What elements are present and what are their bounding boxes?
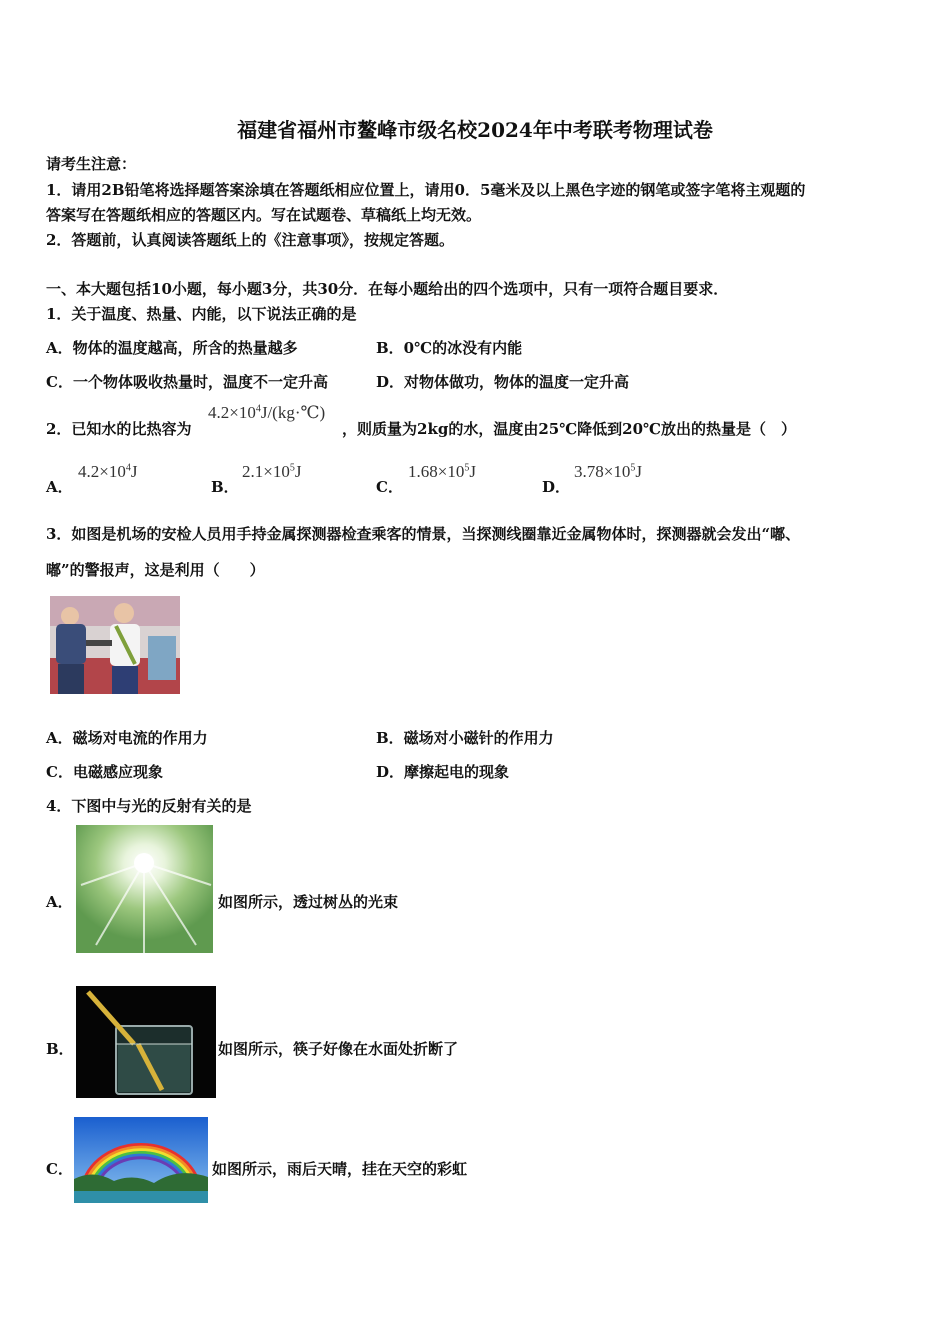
rainbow-photo: [74, 1117, 208, 1203]
q2-option-c-unit: J: [469, 462, 476, 481]
q2-option-a-exp: 4: [125, 462, 131, 474]
q2-option-c-value: [408, 462, 476, 482]
page-title: 福建省福州市鳌峰市级名校2024年中考联考物理试卷: [237, 118, 713, 142]
q2-option-b-exp: 5: [289, 462, 295, 474]
q4-option-c-text: 如图所示，雨后天晴，挂在天空的彩虹: [212, 1160, 468, 1178]
airport-security-photo: [50, 596, 180, 694]
q4-option-c-label: C．: [46, 1160, 73, 1178]
q2-option-c-exp: 5: [464, 462, 470, 474]
q2-option-c-label: C．: [376, 478, 403, 496]
q2-option-d-unit: J: [635, 462, 642, 481]
q4-option-a-label: A．: [46, 893, 73, 911]
q2-option-d-value: [574, 462, 642, 482]
notice-item-2: 2．答题前，认真阅读答题纸上的《注意事项》，按规定答题。: [46, 231, 454, 249]
chopstick-in-water-photo: [76, 986, 216, 1098]
q2-option-b-unit: J: [294, 462, 302, 481]
q2-specific-heat-unit: J/(kg·℃): [260, 403, 326, 422]
q2-option-d-label: D．: [542, 478, 571, 496]
q3-stem-line-1: 3．如图是机场的安检人员用手持金属探测器检查乘客的情景，当探测线圈靠近金属物体时，探测器就会发出“嘟、: [46, 525, 801, 543]
notice-item-1-line-2: 答案写在答题纸相应的答题区内。写在试题卷、草稿纸上均无效。: [46, 206, 482, 224]
q2-specific-heat-exp: 4: [255, 403, 261, 415]
q2-option-a-label: A．: [46, 478, 73, 496]
notice-item-1-line-1: 1．请用2B铅笔将选择题答案涂填在答题纸相应位置上，请用0．5毫米及以上黑色字迹的钢笔或签字笔将主观题的: [46, 181, 806, 199]
q3-option-d: D．摩擦起电的现象: [376, 763, 510, 781]
q2-option-a-base: 4.2×10: [78, 462, 126, 481]
q1-option-b: B．0℃的冰没有内能: [376, 339, 523, 357]
q2-stem-pre: 2．已知水的比热容为: [46, 420, 192, 438]
q1-stem: 1．关于温度、热量、内能，以下说法正确的是: [46, 305, 357, 323]
q2-option-b-value: [242, 462, 301, 482]
q4-option-b-label: B．: [46, 1040, 74, 1058]
q2-option-a-value: [78, 462, 137, 482]
q3-option-a: A．磁场对电流的作用力: [46, 729, 208, 747]
q2-specific-heat-base: 4.2×10: [208, 403, 256, 422]
forest-light-beam-photo: [76, 825, 213, 953]
q1-option-d: D．对物体做功，物体的温度一定升高: [376, 373, 630, 391]
q4-option-b-text: 如图所示，筷子好像在水面处折断了: [218, 1040, 459, 1058]
q2-option-a-unit: J: [130, 462, 138, 481]
q2-option-d-exp: 5: [630, 462, 636, 474]
q4-option-a-text: 如图所示，透过树丛的光束: [218, 893, 399, 911]
q1-option-c: C．一个物体吸收热量时，温度不一定升高: [46, 373, 328, 391]
q3-stem-line-2: 嘟”的警报声，这是利用（ ）: [46, 561, 265, 579]
q2-option-c-base: 1.68×10: [408, 462, 465, 481]
section-header: 一、本大题包括10小题，每小题3分，共30分．在每小题给出的四个选项中，只有一项符合题目要求．: [46, 280, 729, 298]
q3-option-b: B．磁场对小磁针的作用力: [376, 729, 554, 747]
q2-specific-heat: [208, 403, 325, 423]
q2-stem-post: ，则质量为2kg的水，温度由25℃降低到20℃放出的热量是（ ）: [342, 420, 797, 438]
q3-option-c: C．电磁感应现象: [46, 763, 163, 781]
q1-option-a: A．物体的温度越高，所含的热量越多: [46, 339, 298, 357]
q2-option-d-base: 3.78×10: [574, 462, 631, 481]
q2-option-b-label: B．: [211, 478, 239, 496]
q4-stem: 4．下图中与光的反射有关的是: [46, 797, 252, 815]
notice-heading: 请考生注意：: [46, 155, 137, 173]
q2-option-b-base: 2.1×10: [242, 462, 290, 481]
